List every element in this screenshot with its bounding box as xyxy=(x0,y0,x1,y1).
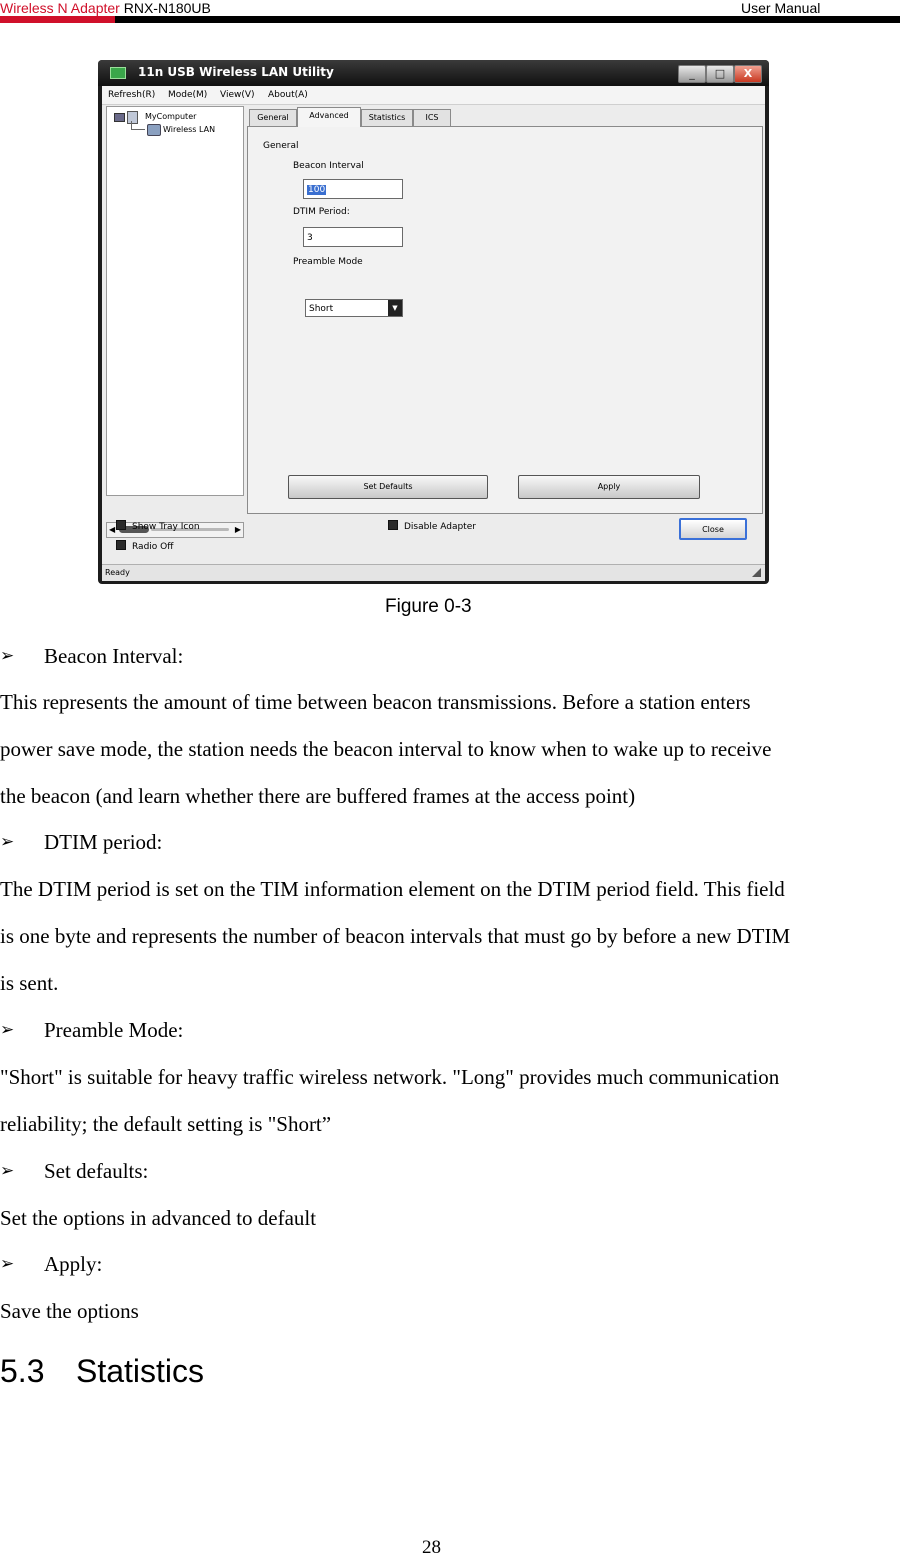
preamble-mode-label: Preamble Mode xyxy=(293,257,363,267)
page-number: 28 xyxy=(422,1537,441,1558)
resize-grip-icon[interactable] xyxy=(752,568,761,577)
disable-adapter-label: Disable Adapter xyxy=(404,522,476,532)
menu-bar xyxy=(102,86,765,105)
bullet-heading: Set defaults: xyxy=(44,1159,149,1183)
section-title: Statistics xyxy=(76,1353,205,1389)
bullet-heading: Beacon Interval: xyxy=(44,644,184,668)
arrow-bullet-icon: ➢ xyxy=(0,646,15,666)
checkbox-icon[interactable] xyxy=(116,540,126,550)
menu-view[interactable]: View(V) xyxy=(220,90,255,100)
paragraph-line: reliability; the default setting is "Short” xyxy=(0,1112,332,1136)
dtim-period-input[interactable]: 3 xyxy=(303,227,403,247)
tree-node-mycomputer[interactable]: MyComputer xyxy=(145,112,197,121)
disable-adapter-checkbox[interactable] xyxy=(388,520,476,532)
radio-off-checkbox[interactable] xyxy=(116,540,173,552)
running-header xyxy=(0,0,900,16)
dropdown-arrow-icon[interactable]: ▼ xyxy=(388,300,402,316)
close-button[interactable]: Close xyxy=(679,518,747,540)
section-number: 5.3 xyxy=(0,1353,45,1389)
bullet-heading: DTIM period: xyxy=(44,830,163,854)
computer-icon xyxy=(127,111,138,124)
window-title: 11n USB Wireless LAN Utility xyxy=(138,65,334,79)
menu-refresh[interactable]: Refresh(R) xyxy=(108,90,156,100)
utility-screenshot xyxy=(98,60,769,584)
beacon-interval-input[interactable] xyxy=(303,179,403,199)
tab-general[interactable]: General xyxy=(249,109,297,126)
header-rule-black xyxy=(115,16,900,23)
menu-mode[interactable]: Mode(M) xyxy=(168,90,208,100)
arrow-bullet-icon: ➢ xyxy=(0,832,15,852)
header-manual-title: User Manual xyxy=(741,0,821,16)
scroll-left-icon[interactable]: ◀ xyxy=(109,525,116,534)
bullet-heading: Apply: xyxy=(44,1252,103,1276)
dtim-period-label: DTIM Period: xyxy=(293,207,350,217)
beacon-interval-label: Beacon Interval xyxy=(293,161,364,171)
set-defaults-button[interactable]: Set Defaults xyxy=(288,475,488,499)
window-titlebar xyxy=(98,60,769,86)
arrow-bullet-icon: ➢ xyxy=(0,1254,15,1274)
paragraph-line: is one byte and represents the number of beacon intervals that must go by before a new DTIM xyxy=(0,924,791,948)
paragraph-line: is sent. xyxy=(0,971,59,995)
bullet-heading: Preamble Mode: xyxy=(44,1018,184,1042)
tab-statistics[interactable]: Statistics xyxy=(361,109,413,126)
paragraph-line: Save the options xyxy=(0,1299,139,1323)
show-tray-icon-checkbox[interactable] xyxy=(116,520,200,532)
minimize-button[interactable]: _ xyxy=(678,65,706,83)
apply-button[interactable]: Apply xyxy=(518,475,700,499)
beacon-interval-value: 100 xyxy=(308,185,326,195)
tab-advanced[interactable]: Advanced xyxy=(297,107,361,127)
tree-line xyxy=(131,121,132,129)
paragraph-line: the beacon (and learn whether there are buffered frames at the access point) xyxy=(0,784,636,808)
scroll-right-icon[interactable]: ▶ xyxy=(234,525,241,534)
advanced-panel xyxy=(247,126,763,514)
paragraph-line: The DTIM period is set on the TIM information element on the DTIM period field. This field xyxy=(0,877,785,901)
wireless-adapter-icon xyxy=(147,124,161,136)
arrow-bullet-icon: ➢ xyxy=(0,1161,15,1181)
app-icon xyxy=(110,67,126,79)
paragraph-line: power save mode, the station needs the beacon interval to know when to wake up to receive xyxy=(0,737,772,761)
tab-ics[interactable]: ICS xyxy=(413,109,451,126)
show-tray-icon-label: Show Tray Icon xyxy=(132,522,200,532)
tree-node-wireless-lan[interactable]: Wireless LAN xyxy=(163,125,216,134)
group-label-general: General xyxy=(263,141,299,151)
preamble-mode-value: Short xyxy=(309,304,334,314)
radio-off-label: Radio Off xyxy=(132,542,174,552)
close-window-button[interactable]: X xyxy=(734,65,762,83)
figure-caption: Figure 0-3 xyxy=(385,596,472,617)
menu-about[interactable]: About(A) xyxy=(268,90,308,100)
checkbox-icon[interactable] xyxy=(116,520,126,530)
paragraph-line: This represents the amount of time between beacon transmissions. Before a station enters xyxy=(0,690,751,714)
status-text: Ready xyxy=(105,568,130,577)
tree-line xyxy=(131,129,145,130)
status-bar xyxy=(102,564,765,581)
window-body xyxy=(102,86,765,580)
paragraph-line: "Short" is suitable for heavy traffic wireless network. "Long" provides much communication xyxy=(0,1065,780,1089)
tree-expander-icon[interactable] xyxy=(114,113,125,122)
maximize-button[interactable]: □ xyxy=(706,65,734,83)
checkbox-icon[interactable] xyxy=(388,520,398,530)
paragraph-line: Set the options in advanced to default xyxy=(0,1206,317,1230)
preamble-mode-select[interactable] xyxy=(305,299,403,317)
device-tree xyxy=(106,106,244,496)
header-rule-red xyxy=(0,16,115,23)
arrow-bullet-icon: ➢ xyxy=(0,1020,15,1040)
header-brand: Wireless N Adapter RNX-N180UB xyxy=(0,0,211,16)
header-model: RNX-N180UB xyxy=(123,0,211,16)
